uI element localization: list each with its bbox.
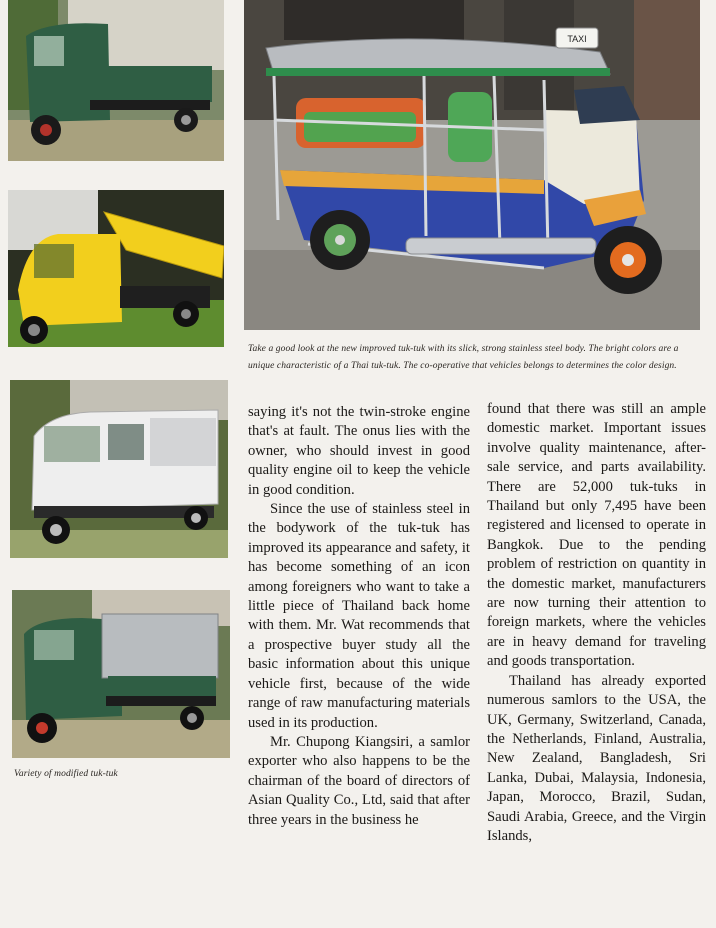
yellow-dump-illustration [8, 190, 224, 347]
taxi-sign-text: TAXI [567, 34, 587, 44]
main-tuk-tuk-photo [244, 0, 700, 330]
col1-paragraph-2: Since the use of stainless steel in the bodywork of the tuk-tuk has improved its appearance and safety, it has become something of an icon among foreigners who want to take a little piece of Thailand back home with them. Mr. Wat recommends that a prospective buyer study all the basic information about this unique vehicle first, because of the wide range of raw manufacturing materials used in its production. [248, 501, 470, 731]
col1-paragraph-3: Mr. Chupong Kiangsiri, a samlor exporter who also happens to be the chairman of the board of directors of Asian Quality Co., Ltd, said that after three years in the business he [248, 733, 470, 828]
variety-caption: Variety of modified tuk-tuk [14, 769, 118, 779]
green-pickup-illustration [8, 0, 224, 161]
main-photo-caption: Take a good look at the new improved tuk-tuk with its slick, strong stainless steel body. The bright colors are a unique characteristic of a Thai tuk-tuk. The co-operative that vehicles belongs to determines the color design. [248, 344, 679, 371]
article-column-2 [487, 400, 706, 846]
col2-paragraph-2: Thailand has already exported numerous samlors to the USA, the UK, Germany, Switzerland, Canada, the Netherlands, Finland, Australia, New Zealand, Bangladesh, Sri Lanka, Dubai, Malaysia, Indonesia, Japan, Morocco, Brazil, Sudan, Saudi Arabia, Greece, and the Virgin Islands, [487, 672, 706, 844]
green-pickup-tuk-tuk-photo [8, 0, 224, 161]
main-tuk-tuk-illustration [244, 0, 700, 330]
yellow-dump-tuk-tuk-photo [8, 190, 224, 347]
green-covered-tuk-tuk-photo [12, 590, 230, 758]
col1-paragraph-1: saying it's not the twin-stroke engine that's at fault. The onus lies with the owner, who should invest in good quality engine oil to keep the vehicle in good condition. [248, 404, 470, 498]
green-covered-illustration [12, 590, 230, 758]
white-covered-tuk-tuk-photo [10, 380, 228, 558]
white-covered-illustration [10, 380, 228, 558]
article-column-1 [248, 403, 470, 830]
col2-paragraph-1: found that there was still an ample domestic market. Important issues involve quality maintenance, after-sale service, and parts availability. There are 52,000 tuk-tuks in Thailand but only 7,495 have been registered and licensed to operate in Bangkok. Due to the pending problem of restriction on quantity in the domestic market, manufacturers are now turning their attention to foreign markets, where the vehicles are in heavy demand for traveling and goods transportation. [487, 401, 706, 670]
